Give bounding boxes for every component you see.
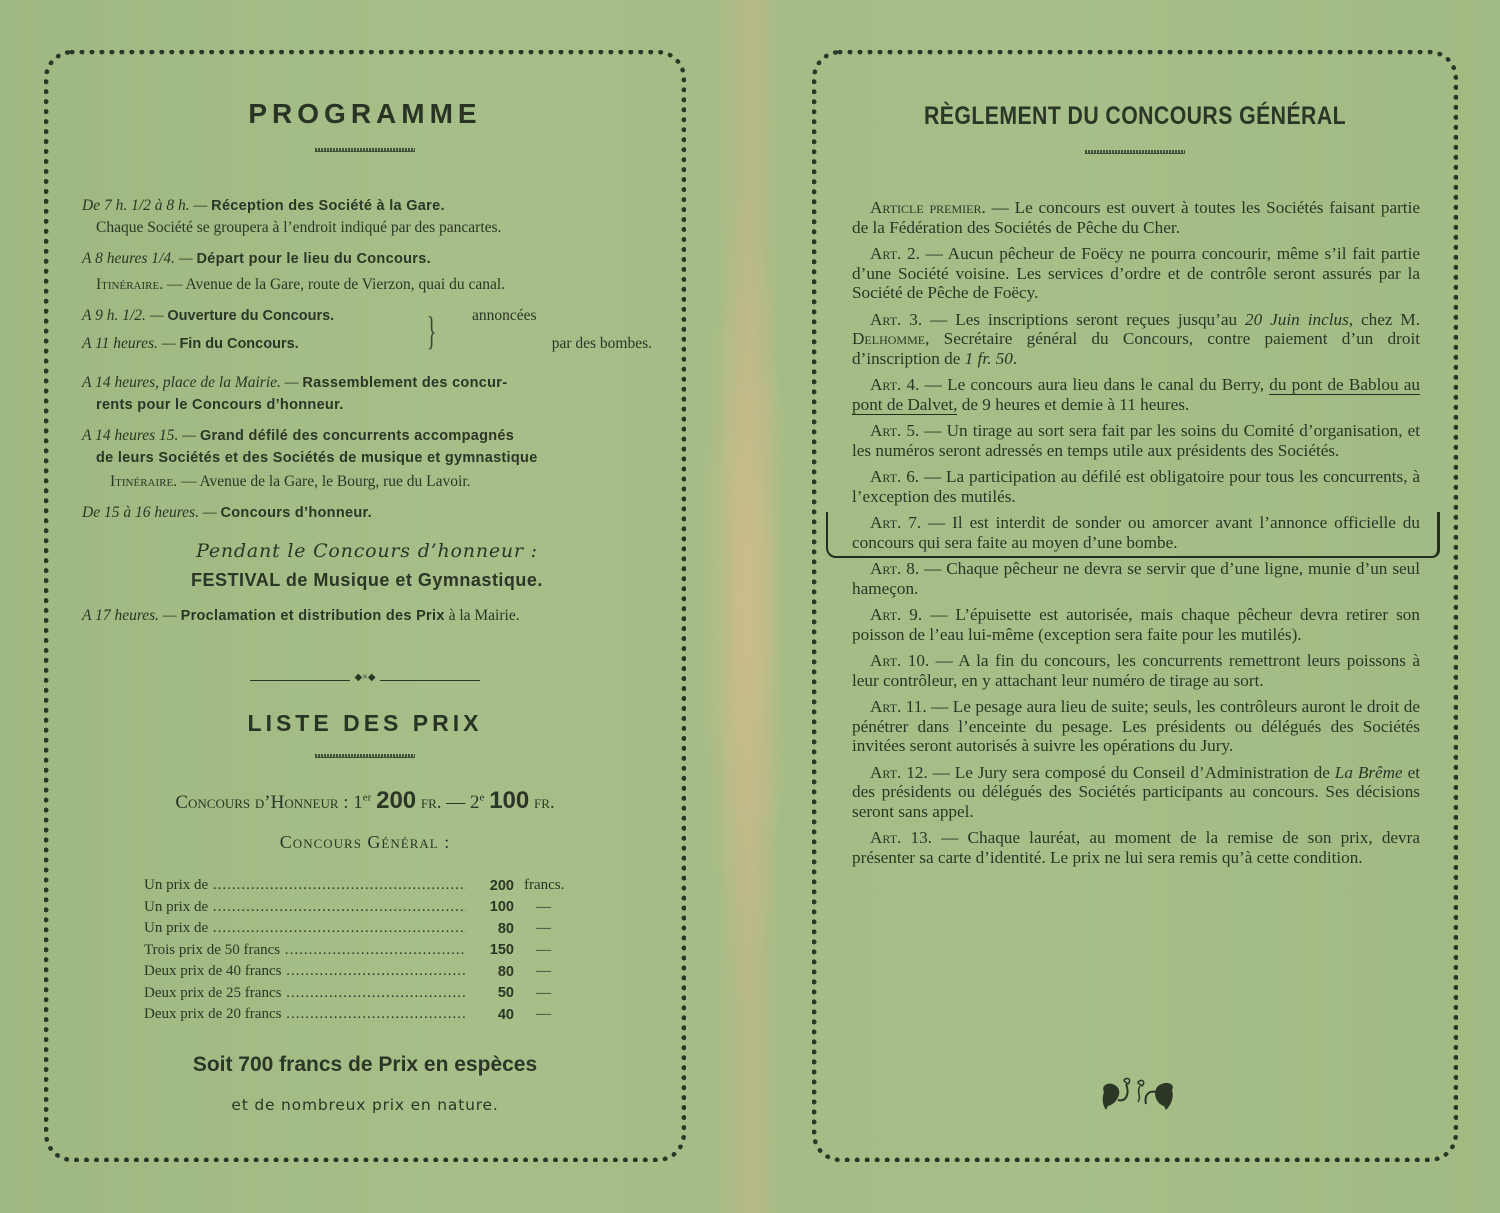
first-ordinal: 1 [353, 792, 363, 813]
inscription-fee: 1 fr. 50 [964, 348, 1013, 368]
article-text: , chez M. [1348, 309, 1421, 329]
schedule-note: Chaque Société se groupera à l’endroit indiqué par des pancartes. [96, 219, 502, 236]
article-label: Art. 5. [870, 421, 920, 440]
first-ordinal-suffix: er [362, 791, 372, 804]
prize-amount: 200 [489, 877, 514, 894]
schedule-event: Réception des Société à la Gare. [211, 198, 445, 214]
schedule-item [82, 425, 652, 493]
article [852, 310, 1420, 369]
prize-label: Un prix de ..... [144, 899, 466, 916]
schedule-brace-group [82, 305, 652, 363]
schedule-time: A 14 heures 15. — [82, 427, 197, 444]
schedule-event-continued: rents pour le Concours d’honneur. [96, 397, 344, 413]
floral-ornament-icon [1098, 1076, 1178, 1112]
article [852, 605, 1420, 644]
itinerary-text: — Avenue de la Gare, le Bourg, rue du Lavoir. [180, 473, 471, 490]
article-label: Art. 2. [870, 244, 920, 263]
article-text: — La participation au défilé est obligatoire pour tous les concurrents, à l’exception des mutilés. [852, 467, 1420, 506]
prize-label: Deux prix de 40 francs ..... [144, 963, 466, 980]
schedule-event: Rassemblement des concur- [302, 375, 508, 391]
ornament-icon: ◆×◆ [354, 672, 376, 683]
prize-amount: 40 [497, 1006, 514, 1023]
article [852, 467, 1420, 506]
schedule-time: A 9 h. 1/2. — [82, 307, 164, 324]
prizes-title: LISTE DES PRIX [247, 710, 483, 736]
schedule-event: Proclamation et distribution des Prix [180, 608, 445, 624]
prize-label: Un prix de ..... [144, 877, 466, 894]
separator: — [446, 792, 466, 813]
article-label: Art. 9. [870, 605, 923, 624]
article-text: et des présidents ou délégués des Sociétés participants au concours. Ses décisions seront sans appel. [852, 762, 1420, 821]
article-label: Art. 3. [870, 309, 923, 329]
article [852, 244, 1420, 303]
article [852, 651, 1420, 690]
article-text: — Le concours aura lieu dans le canal du Berry, [919, 375, 1270, 394]
curly-brace-icon: } [426, 308, 437, 353]
schedule-event: Ouverture du Concours. [167, 308, 335, 324]
article [852, 421, 1420, 460]
schedule-event: Départ pour le lieu du Concours. [196, 251, 431, 267]
programme-page [44, 50, 686, 1162]
schedule-list [82, 195, 652, 636]
article-highlighted [852, 559, 1420, 598]
ornament-divider [250, 672, 480, 686]
schedule-event-tail: à la Mairie. [448, 607, 520, 624]
article-text: , Secrétaire général du Concours, contre paiement d’un droit d’inscription de [852, 329, 1420, 368]
article-label: Art. 4. [870, 375, 920, 394]
article-text: — Les inscriptions seront reçues jusqu’au [922, 309, 1246, 329]
article-date: 20 Juin inclus [1245, 309, 1349, 329]
article [852, 375, 1420, 414]
article-list [852, 198, 1420, 874]
reglement-page [812, 50, 1458, 1162]
schedule-item [82, 372, 652, 416]
second-ordinal: 2 [470, 792, 480, 813]
prize-label: Deux prix de 20 francs ..... [144, 1006, 466, 1023]
itinerary-label: Itinéraire. [96, 276, 164, 293]
article-label: Art. 6. [870, 467, 920, 486]
schedule-event: Concours d’honneur. [220, 505, 372, 521]
article [852, 697, 1420, 756]
article-text: — A la fin du concours, les concurrents remettront leurs poissons à leur contrôleur, en y attachant leur numéro de tirage au sort. [852, 651, 1420, 690]
schedule-item-final [82, 605, 652, 627]
brace-note: annoncées [472, 307, 537, 324]
general-contest-label: Concours Général : [279, 832, 451, 852]
schedule-event: Fin du Concours. [179, 336, 299, 352]
prize-unit: — [536, 1006, 551, 1023]
article-text: — Un tirage au sort sera fait par les soins du Comité d’organisation, et les numéros seront adressés en temps utile aux présidents des Sociétés. [852, 421, 1420, 460]
total-prizes: Soit 700 francs de Prix en espèces [192, 1053, 538, 1076]
schedule-time: A 8 heures 1/4. — [82, 250, 193, 267]
prize-label: Deux prix de 25 francs ..... [144, 985, 466, 1002]
prize-unit: — [536, 941, 551, 958]
handwritten-underline-annotation: du pont de Bablou au pont de Dalvet, [852, 375, 1420, 414]
reglement-title: RÈGLEMENT DU CONCOURS GÉNÉRAL [924, 102, 1346, 130]
prize-amount: 150 [489, 942, 514, 959]
schedule-time: De 7 h. 1/2 à 8 h. — [82, 197, 208, 214]
schedule-item [82, 195, 652, 239]
article-text: de 9 heures et demie à 11 heures. [957, 394, 1190, 414]
article-text: — Le concours est ouvert à toutes les Sociétés faisant partie de la Fédération des Sociétés de Pêche du Cher. [852, 198, 1420, 237]
article-text: — Le pesage aura lieu de suite; seuls, les contrôleurs auront le droit de pénétrer dans l’enceinte du pesage. Les présidents ou délégués des Sociétés invitées seront autorisés à suivre les opérations du Jury. [852, 697, 1421, 755]
prize-row [144, 961, 604, 983]
article [852, 763, 1420, 822]
brace-note: par des bombes. [551, 335, 652, 352]
second-prize-amount: 100 [489, 787, 530, 814]
prize-unit: — [536, 898, 551, 915]
title-squiggle-divider [1085, 150, 1185, 154]
prize-row [144, 918, 604, 940]
itinerary-text: — Avenue de la Gare, route de Vierzon, quai du canal. [166, 276, 506, 293]
prize-row [144, 940, 604, 962]
article-text: — Aucun pêcheur de Foëcy ne pourra concourir, même s’il fait partie d’une Société voisine. Les services d’ordre et de contrôle seront assurés par la Société de Pêche de Foëcy. [852, 244, 1420, 302]
article-text: . [1012, 348, 1018, 368]
title-squiggle-divider [315, 148, 415, 152]
itinerary-label: Itinéraire. [110, 473, 178, 490]
article-text: — Le Jury sera composé du Conseil d’Administration de [927, 762, 1335, 782]
schedule-item [82, 248, 652, 296]
prize-amount: 50 [497, 985, 514, 1002]
schedule-item [82, 502, 652, 524]
schedule-time: A 17 heures. — [82, 607, 177, 624]
second-ordinal-suffix: e [479, 791, 485, 804]
prize-amount: 80 [497, 963, 514, 980]
article-text: — Chaque lauréat, au moment de la remise de son prix, devra présenter sa carte d’identité. Le prix ne lui sera remis qu’à cette condition. [852, 828, 1421, 867]
prize-row [144, 983, 604, 1005]
article-label: Art. 7. [870, 513, 922, 532]
prize-amount: 80 [497, 920, 514, 937]
schedule-event-continued: de leurs Sociétés et des Sociétés de musique et gymnastique [96, 450, 538, 466]
prize-unit: francs. [524, 877, 565, 894]
article-label: Art. 10. [870, 651, 930, 670]
society-name: La Brême [1334, 762, 1403, 782]
prize-row [144, 1004, 604, 1026]
article-label: Art. 12. [870, 762, 928, 782]
secretary-name: Delhomme [852, 329, 926, 348]
honneur-prizes [44, 787, 686, 815]
article-label: Art. 11. [870, 697, 927, 716]
article-text: — Chaque pêcheur ne devra se servir que d’une ligne, munie d’un seul hameçon. [852, 559, 1421, 598]
prize-row [144, 897, 604, 919]
prize-table [144, 875, 604, 1026]
pendant-heading: Pendant le Concours d’honneur : [196, 540, 538, 562]
prize-unit: — [536, 920, 551, 937]
prizes-squiggle-divider [315, 754, 415, 758]
article-label: Art. 8. [870, 559, 920, 578]
currency-unit: fr. [420, 792, 442, 813]
article-label: Art. 13. [870, 828, 932, 847]
currency-unit: fr. [533, 792, 555, 813]
prize-row [144, 875, 604, 897]
festival-heading: FESTIVAL de Musique et Gymnastique. [191, 570, 543, 590]
prize-amount: 100 [489, 899, 514, 916]
schedule-time: A 11 heures. — [82, 335, 176, 352]
article-label: Article premier. [870, 198, 986, 217]
prize-label: Un prix de ..... [144, 920, 466, 937]
prize-unit: — [536, 984, 551, 1001]
article-text: — L’épuisette est autorisée, mais chaque pêcheur devra retirer son poisson de l’eau lui-même (exception sera faite pour les mutilés). [852, 605, 1420, 644]
prize-unit: — [536, 963, 551, 980]
honneur-label: Concours d’Honneur : [175, 792, 349, 813]
article-text: — Il est interdit de sonder ou amorcer avant l’annonce officielle du concours qui sera faite au moyen d’une bombe. [852, 513, 1420, 552]
schedule-time: De 15 à 16 heures. — [82, 504, 217, 521]
programme-title: PROGRAMME [248, 98, 482, 129]
schedule-time: A 14 heures, place de la Mairie. — [82, 374, 299, 391]
article [852, 513, 1420, 552]
prize-label: Trois prix de 50 francs ..... [144, 942, 466, 959]
in-kind-prizes-note: et de nombreux prix en nature. [231, 1096, 499, 1114]
article [852, 198, 1420, 237]
schedule-event: Grand défilé des concurrents accompagnés [199, 428, 515, 444]
article [852, 828, 1420, 867]
first-prize-amount: 200 [376, 787, 417, 814]
